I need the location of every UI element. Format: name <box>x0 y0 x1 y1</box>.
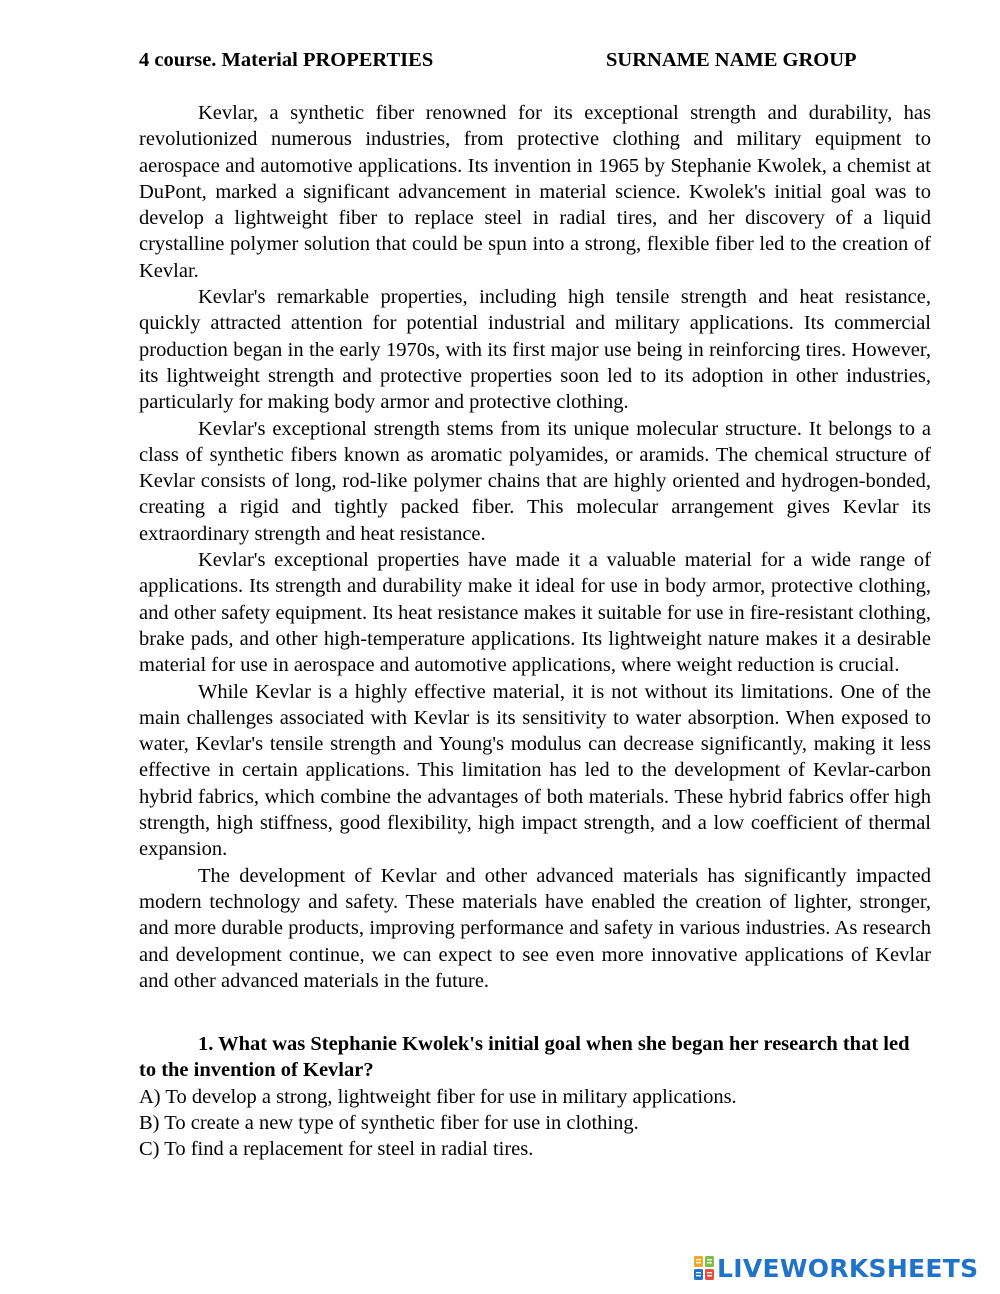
paragraph-4: Kevlar's exceptional properties have made it a valuable material for a wide range of applications. Its strength and durability make it ideal for use in body armor, protective clothing, and other safety equipment. Its heat resistance makes it suitable for use in fire-resistant clothing, brake pads, and other high-temperature applications. Its lightweight nature makes it a desirable material for use in aerospace and automotive applications, where weight reduction is crucial. <box>139 549 931 677</box>
liveworksheets-logo-icon <box>693 1255 715 1281</box>
reading-passage <box>139 100 931 994</box>
worksheet-page <box>139 47 931 1163</box>
question-text: 1. What was Stephanie Kwolek's initial goal when she began her research that led to the invention of Kevlar? <box>139 1033 910 1082</box>
paragraph-1: Kevlar, a synthetic fiber renowned for its exceptional strength and durability, has revolutionized numerous industries, from protective clothing and military equipment to aerospace and automotive applications. Its invention in 1965 by Stephanie Kwolek, a chemist at DuPont, marked a significant advancement in material science. Kwolek's initial goal was to develop a lightweight fiber to replace steel in radial tires, and her discovery of a liquid crystalline polymer solution that could be spun into a strong, flexible fiber led to the creation of Kevlar. <box>139 102 931 282</box>
course-title: 4 course. Material PROPERTIES <box>139 49 434 71</box>
paragraph-6: The development of Kevlar and other advanced materials has significantly impacted modern technology and safety. These materials have enabled the creation of lighter, stronger, and more durable products, improving performance and safety in various industries. As research and development continue, we can expect to see even more innovative applications of Kevlar and other advanced materials in the future. <box>139 864 931 992</box>
question-1 <box>139 1031 931 1162</box>
answer-option-b[interactable]: B) To create a new type of synthetic fiber for use in clothing. <box>139 1111 639 1134</box>
brand-name: LIVEWORKSHEETS <box>717 1253 979 1283</box>
liveworksheets-brand <box>693 1253 978 1283</box>
student-info-placeholder: SURNAME NAME GROUP <box>606 49 857 71</box>
paragraph-3: Kevlar's exceptional strength stems from its unique molecular structure. It belongs to a class of synthetic fibers known as aromatic polyamides, or aramids. The chemical structure of Kevlar consists of long, rod-like polymer chains that are highly oriented and hydrogen-bonded, creating a rigid and tightly packed fiber. This molecular arrangement gives Kevlar its extraordinary strength and heat resistance. <box>139 417 931 545</box>
paragraph-5: While Kevlar is a highly effective material, it is not without its limitations. One of the main challenges associated with Kevlar is its sensitivity to water absorption. When exposed to water, Kevlar's tensile strength and Young's modulus can decrease significantly, making it less effective in certain applications. This limitation has led to the development of Kevlar-carbon hybrid fabrics, which combine the advantages of both materials. These hybrid fabrics offer high strength, high stiffness, good flexibility, high impact strength, and a low coefficient of thermal expansion. <box>139 680 931 861</box>
answer-option-a[interactable]: A) To develop a strong, lightweight fiber for use in military applications. <box>139 1085 737 1108</box>
answer-option-c[interactable]: C) To find a replacement for steel in radial tires. <box>139 1138 534 1161</box>
page-header <box>139 47 931 73</box>
paragraph-2: Kevlar's remarkable properties, including high tensile strength and heat resistance, quickly attracted attention for potential industrial and military applications. Its commercial production began in the early 1970s, with its first major use being in reinforcing tires. However, its lightweight strength and protective properties soon led to its adoption in other industries, particularly for making body armor and protective clothing. <box>139 286 931 414</box>
